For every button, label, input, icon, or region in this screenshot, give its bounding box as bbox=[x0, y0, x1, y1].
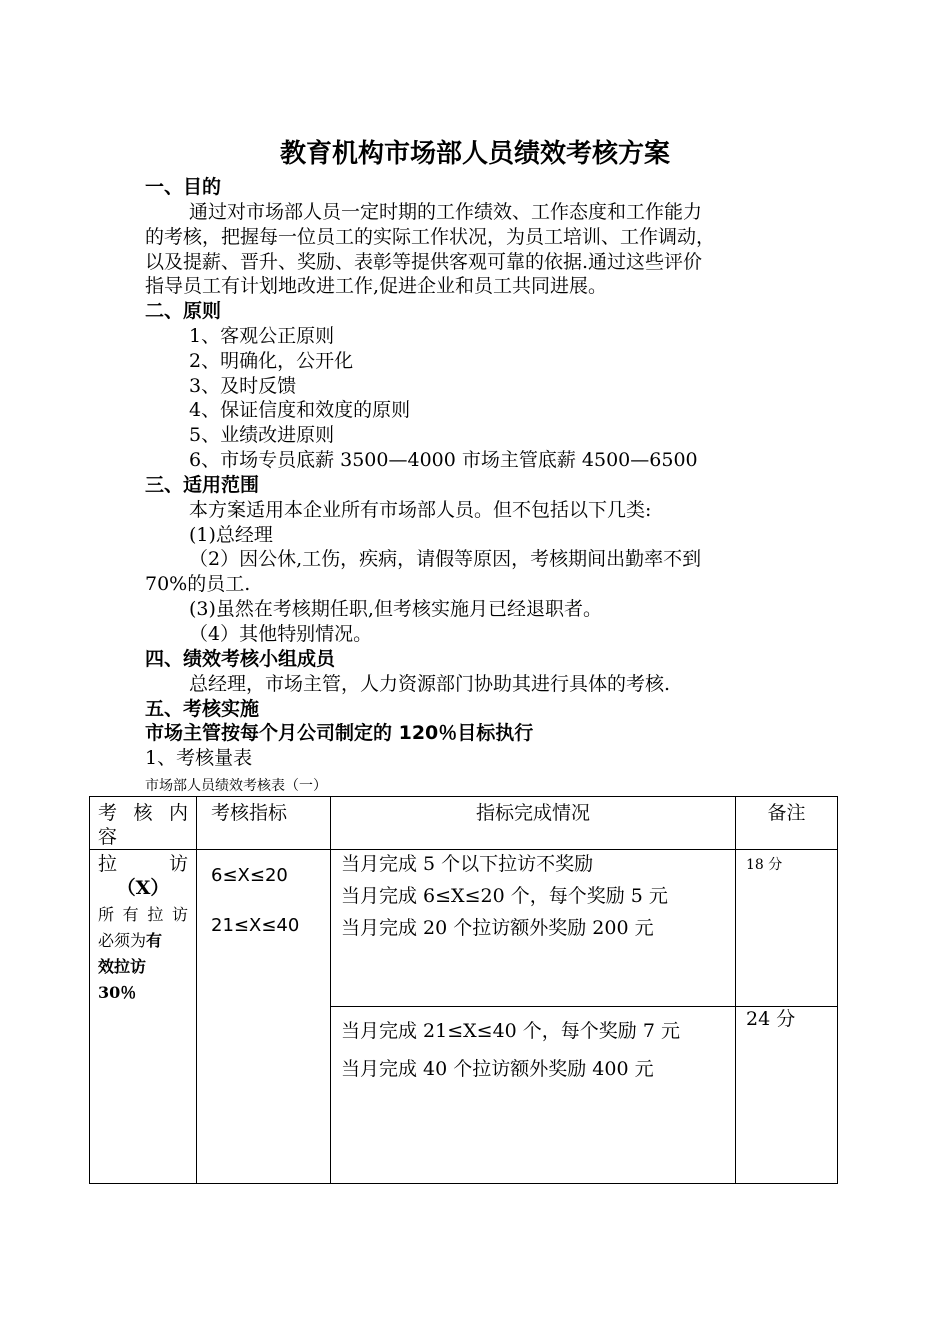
section-4-heading: 四、绩效考核小组成员 bbox=[145, 648, 336, 670]
header-indicator: 考核指标 bbox=[197, 797, 331, 850]
header-content-cell bbox=[90, 797, 197, 850]
completion-cell bbox=[331, 1007, 736, 1184]
scope-item-continued: 70%的员工. bbox=[145, 573, 251, 595]
section-3-heading: 三、适用范围 bbox=[145, 474, 260, 496]
section-5-heading: 五、考核实施 bbox=[145, 698, 260, 720]
indicator-range: 21≤X≤40 bbox=[211, 915, 300, 936]
indicator-cell bbox=[197, 850, 331, 1184]
assessment-table bbox=[89, 796, 838, 1184]
scope-item: (1)总经理 bbox=[189, 524, 273, 546]
section-1-heading: 一、目的 bbox=[145, 176, 222, 198]
section-1-paragraph-line: 通过对市场部人员一定时期的工作绩效、工作态度和工作能力 bbox=[189, 201, 703, 223]
content-line: 效拉访 bbox=[98, 957, 147, 976]
principle-item: 1、客观公正原则 bbox=[189, 325, 335, 347]
completion-rule: 当月完成 21≤X≤40 个，每个奖励 7 元 bbox=[341, 1020, 680, 1042]
completion-rule: 当月完成 6≤X≤20 个，每个奖励 5 元 bbox=[341, 885, 668, 907]
content-text: 必须为 bbox=[98, 931, 147, 950]
content-line bbox=[98, 928, 188, 954]
principle-item: 5、业绩改进原则 bbox=[189, 424, 335, 446]
completion-rule: 当月完成 20 个拉访额外奖励 200 元 bbox=[341, 917, 654, 939]
scope-item: (3)虽然在考核期任职,但考核实施月已经退职者。 bbox=[189, 598, 602, 620]
completion-rule: 当月完成 5 个以下拉访不奖励 bbox=[341, 853, 594, 875]
document-title: 教育机构市场部人员绩效考核方案 bbox=[279, 139, 670, 169]
principle-item: 2、明确化，公开化 bbox=[189, 350, 354, 372]
section-4-paragraph: 总经理，市场主管，人力资源部门协助其进行具体的考核. bbox=[189, 673, 671, 695]
section-1-paragraph-line: 的考核，把握每一位员工的实际工作状况，为员工培训、工作调动， bbox=[145, 226, 716, 248]
scope-item: （4）其他特别情况。 bbox=[189, 623, 373, 645]
principle-item: 6、市场专员底薪 3500—4000 市场主管底薪 4500—6500 bbox=[189, 449, 698, 471]
remark-cell: 24 分 bbox=[736, 1007, 838, 1184]
indicator-range: 6≤X≤20 bbox=[211, 865, 288, 886]
assessment-scale-label: 1、考核量表 bbox=[145, 747, 253, 769]
content-cell bbox=[90, 850, 197, 1184]
content-line: 所有拉访 bbox=[98, 905, 188, 924]
principle-item: 4、保证信度和效度的原则 bbox=[189, 399, 411, 421]
principle-item: 3、及时反馈 bbox=[189, 375, 297, 397]
table-header-row bbox=[90, 797, 838, 850]
content-text-bold: 有 bbox=[146, 931, 163, 950]
section-5-subheading: 市场主管按每个月公司制定的 120％目标执行 bbox=[145, 722, 534, 744]
header-remark: 备注 bbox=[736, 797, 838, 850]
table-caption: 市场部人员绩效考核表（一） bbox=[145, 778, 327, 794]
content-line: （X） bbox=[116, 877, 170, 899]
completion-rule: 当月完成 40 个拉访额外奖励 400 元 bbox=[341, 1058, 654, 1080]
section-1-paragraph-line: 指导员工有计划地改进工作,促进企业和员工共同进展。 bbox=[145, 275, 608, 297]
header-content-line-1: 考 核 内 bbox=[98, 802, 188, 824]
header-content-line-2: 容 bbox=[98, 826, 118, 848]
scope-intro: 本方案适用本企业所有市场部人员。但不包括以下几类: bbox=[189, 499, 652, 521]
table-row bbox=[90, 850, 838, 1007]
section-1-paragraph-line: 以及提薪、晋升、奖励、表彰等提供客观可靠的依据.通过这些评价 bbox=[145, 251, 703, 273]
scope-item: （2）因公休,工伤，疾病，请假等原因，考核期间出勤率不到 bbox=[189, 548, 702, 570]
content-line: 30％ bbox=[98, 983, 137, 1002]
content-line: 拉 访 bbox=[98, 853, 188, 875]
remark-cell: 18 分 bbox=[736, 850, 838, 1007]
section-2-heading: 二、原则 bbox=[145, 300, 222, 322]
completion-cell bbox=[331, 850, 736, 1007]
header-completion: 指标完成情况 bbox=[331, 797, 736, 850]
